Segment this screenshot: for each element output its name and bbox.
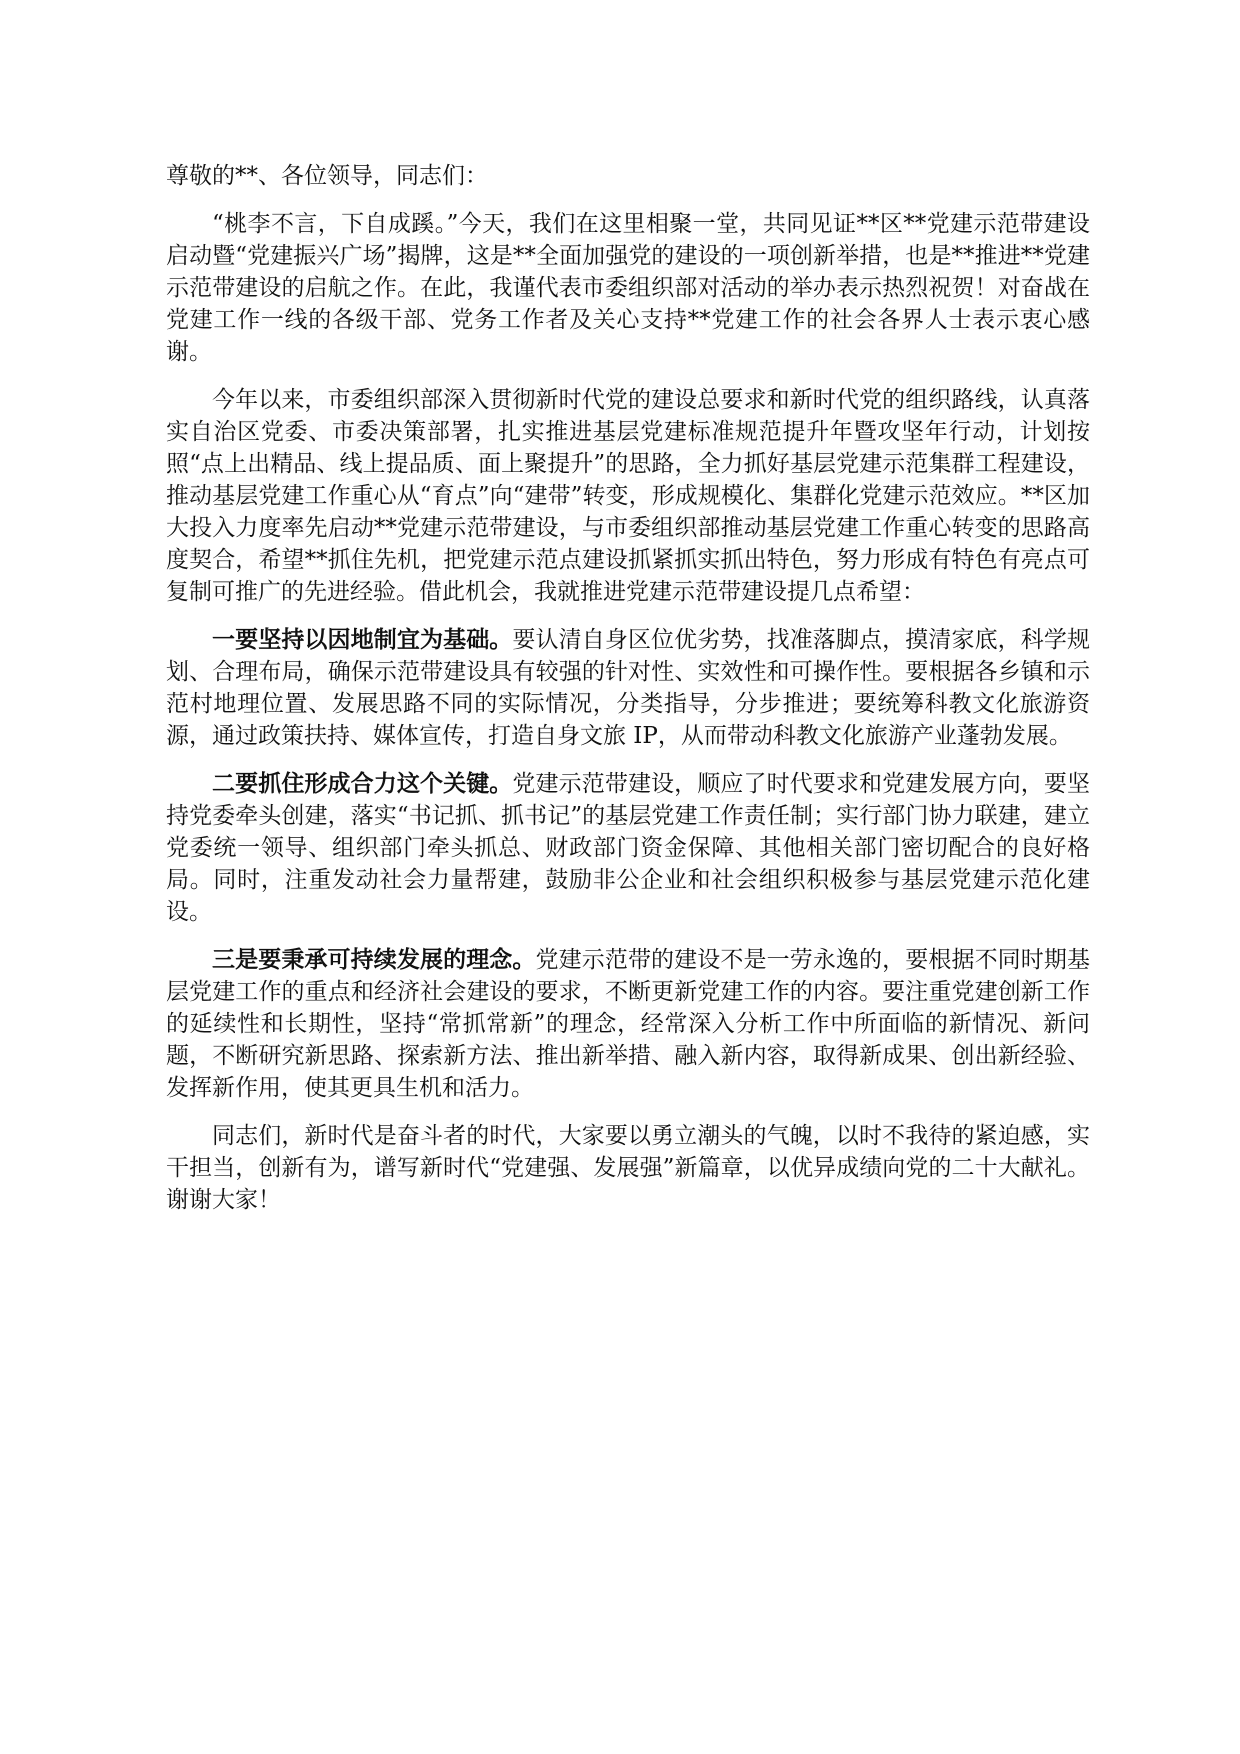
paragraph-text: 同志们，新时代是奋斗者的时代，大家要以勇立潮头的气魄，以时不我待的紧迫感，实干担当，创新有为，谱写新时代“党建强、发展强”新篇章，以优异成绩向党的二十大献礼。谢谢大家！ xyxy=(166,1123,1090,1213)
paragraph-background xyxy=(166,384,1090,608)
paragraph-point-two xyxy=(166,768,1090,928)
paragraph-lead: 三是要秉承可持续发展的理念。 xyxy=(212,946,536,973)
paragraph-text: 今年以来，市委组织部深入贯彻新时代党的建设总要求和新时代党的组织路线，认真落实自治区党委、市委决策部署，扎实推进基层党建标准规范提升年暨攻坚年行动，计划按照“点上出精品、线上提品质、面上聚提升”的思路，全力抓好基层党建示范集群工程建设，推动基层党建工作重心从“育点”向“建带”转变，形成规模化、集群化党建示范效应。**区加大投入力度率先启动**党建示范带建设，与市委组织部推动基层党建工作重心转变的思路高度契合，希望**抓住先机，把党建示范点建设抓紧抓实抓出特色，努力形成有特色有亮点可复制可推广的先进经验。借此机会，我就推进党建示范带建设提几点希望： xyxy=(166,387,1090,605)
paragraph-opening xyxy=(166,208,1090,368)
paragraph-text: 党建示范带的建设不是一劳永逸的，要根据不同时期基层党建工作的重点和经济社会建设的要求，不断更新党建工作的内容。要注重党建创新工作的延续性和长期性，坚持“常抓常新”的理念，经常深入分析工作中所面临的新情况、新问题，不断研究新思路、探索新方法、推出新举措、融入新内容，取得新成果、创出新经验、发挥新作用，使其更具生机和活力。 xyxy=(166,947,1091,1101)
paragraph-point-one xyxy=(166,624,1090,752)
paragraph-text: “桃李不言，下自成蹊。”今天，我们在这里相聚一堂，共同见证**区**党建示范带建设启动暨“党建振兴广场”揭牌，这是**全面加强党的建设的一项创新举措，也是**推进**党建示范带建设的启航之作。在此，我谨代表市委组织部对活动的举办表示热烈祝贺！对奋战在党建工作一线的各级干部、党务工作者及关心支持**党建工作的社会各界人士表示衷心感谢。 xyxy=(166,211,1090,365)
salutation: 尊敬的**、各位领导，同志们： xyxy=(166,163,488,189)
paragraph-point-three xyxy=(166,944,1090,1104)
paragraph-text: 要认清自身区位优劣势，找准落脚点，摸清家底，科学规划、合理布局，确保示范带建设具有较强的针对性、实效性和可操作性。要根据各乡镇和示范村地理位置、发展思路不同的实际情况，分类指导，分步推进；要统筹科教文化旅游资源，通过政策扶持、媒体宣传，打造自身文旅 IP，从而带动科教文化旅游产业蓬勃发展。 xyxy=(166,627,1091,749)
paragraph-text: 党建示范带建设，顺应了时代要求和党建发展方向，要坚持党委牵头创建，落实“书记抓、抓书记”的基层党建工作责任制；实行部门协力联建，建立党委统一领导、组织部门牵头抓总、财政部门资金保障、其他相关部门密切配合的良好格局。同时，注重发动社会力量帮建，鼓励非公企业和社会组织积极参与基层党建示范化建设。 xyxy=(166,771,1091,925)
paragraph-closing xyxy=(166,1120,1090,1216)
document-page xyxy=(166,160,1090,1232)
paragraph-lead: 二要抓住形成合力这个关键。 xyxy=(212,770,513,797)
paragraph-lead: 一要坚持以因地制宜为基础。 xyxy=(212,626,513,653)
